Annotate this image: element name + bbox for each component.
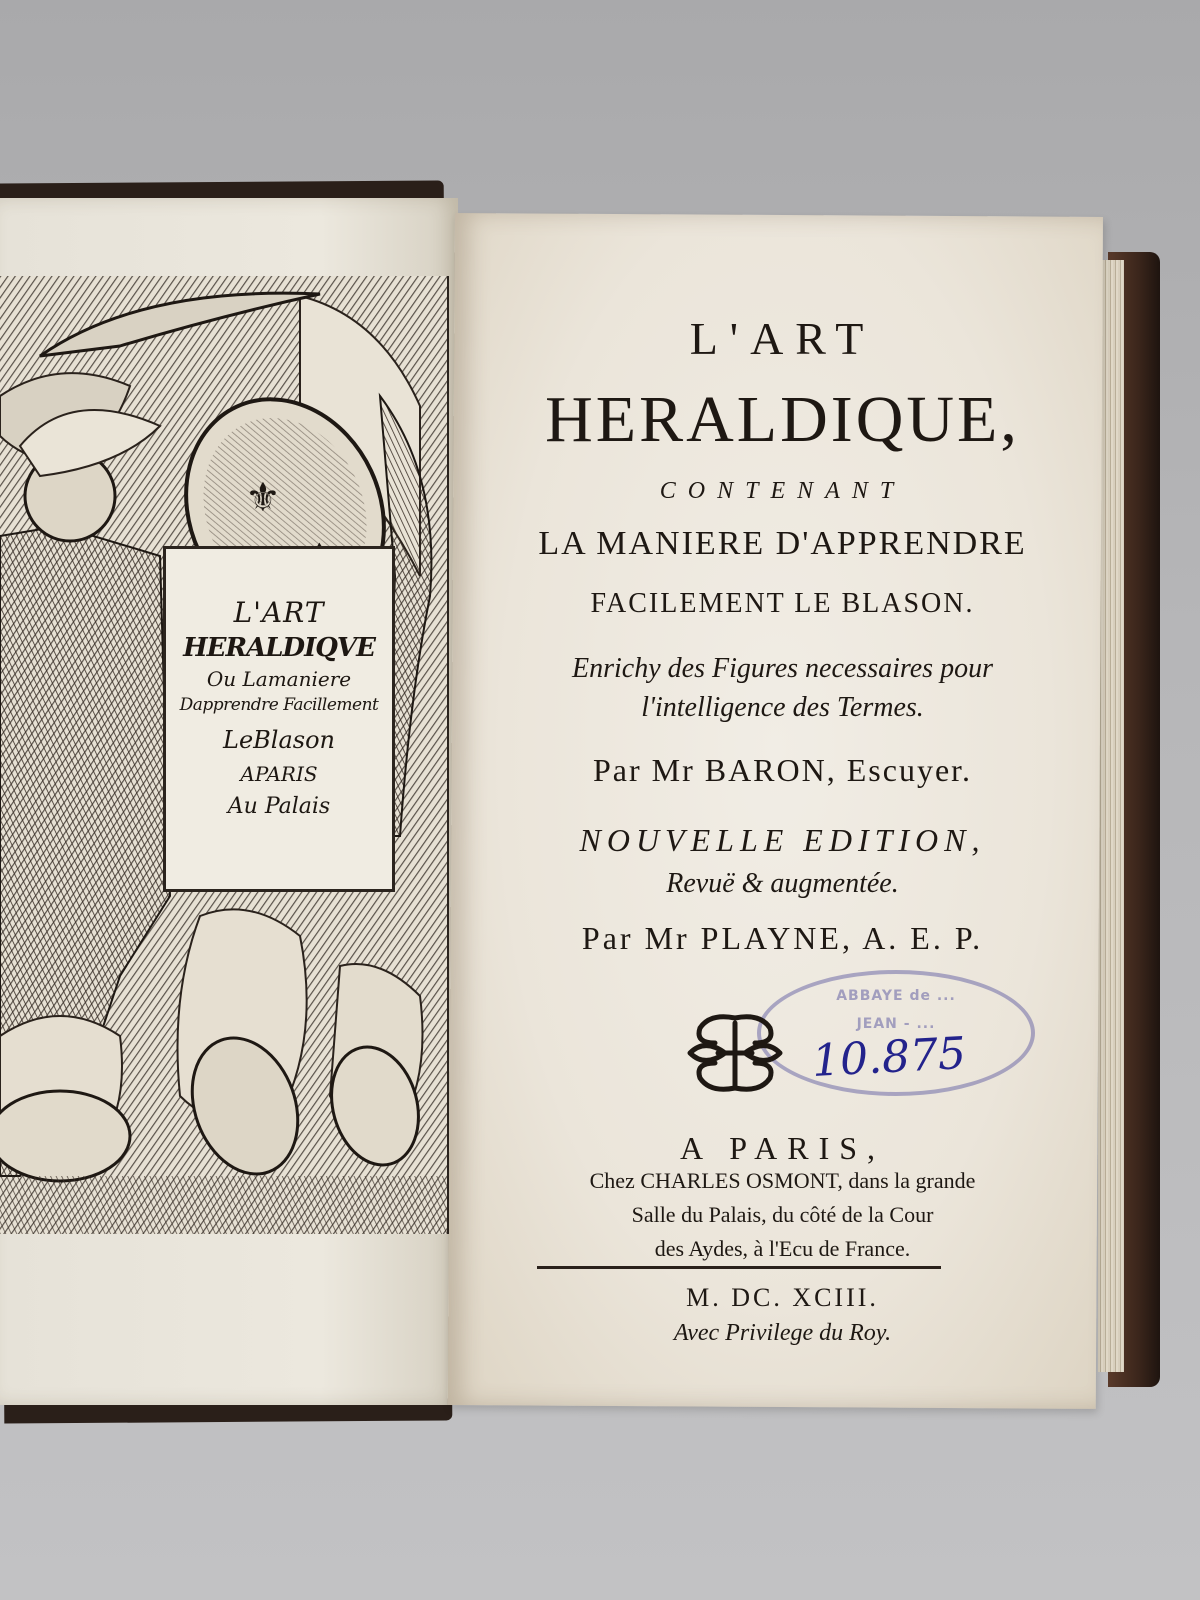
stamp-line-2: JEAN - ... [856, 1016, 936, 1032]
page-edges [1098, 260, 1124, 1372]
imprint-line-3: des Aydes, à l'Ecu de France. [654, 1236, 911, 1261]
handwritten-number: 10.875 [810, 1028, 968, 1087]
imprint-line-1: Chez CHARLES OSMONT, dans la grande [589, 1168, 976, 1193]
imprint-city: A PARIS, [679, 1130, 886, 1166]
edition-line: NOUVELLE EDITION, [579, 822, 986, 858]
title-line-7: l'intelligence des Termes. [641, 692, 924, 723]
author-line: Par Mr BARON, Escuyer. [592, 752, 973, 788]
privilege-line: Avec Privilege du Roy. [673, 1320, 892, 1346]
frontispiece-line-3: Ou Lamaniere [206, 667, 352, 691]
title-line-5: FACILEMENT LE BLASON. [590, 588, 975, 619]
frontispiece-line-5: LeBlason [223, 726, 335, 754]
frontispiece-line-6: APARIS [240, 762, 318, 786]
printer-ornament [680, 1008, 790, 1098]
editor-line: Par Mr PLAYNE, A. E. P. [581, 920, 984, 956]
title-line-3: CONTENANT [659, 478, 906, 504]
title-line-2: HERALDIQUE, [545, 383, 1020, 456]
title-line-6: Enrichy des Figures necessaires pour [572, 653, 993, 684]
frontispiece-line-2: HERALDIQVE [183, 633, 375, 663]
imprint-line-2: Salle du Palais, du côté de la Cour [631, 1202, 934, 1227]
imprint-date: M. DC. XCIII. [686, 1283, 879, 1312]
frontispiece-line-1: L'ART [233, 596, 325, 629]
frontispiece-cartouche [163, 546, 395, 892]
title-line-1: L'ART [689, 313, 876, 364]
frontispiece-engraving [0, 276, 449, 1234]
stamp-line-1: ABBAYE de ... [836, 988, 956, 1004]
svg-text:⚜: ⚜ [245, 475, 281, 521]
title-line-4: LA MANIERE D'APPRENDRE [538, 525, 1027, 562]
imprint-rule [537, 1266, 941, 1269]
frontispiece-line-7: Au Palais [227, 794, 331, 819]
frontispiece-line-4: Dapprendre Facillement [179, 695, 379, 715]
revision-line: Revuë & augmentée. [666, 868, 899, 899]
